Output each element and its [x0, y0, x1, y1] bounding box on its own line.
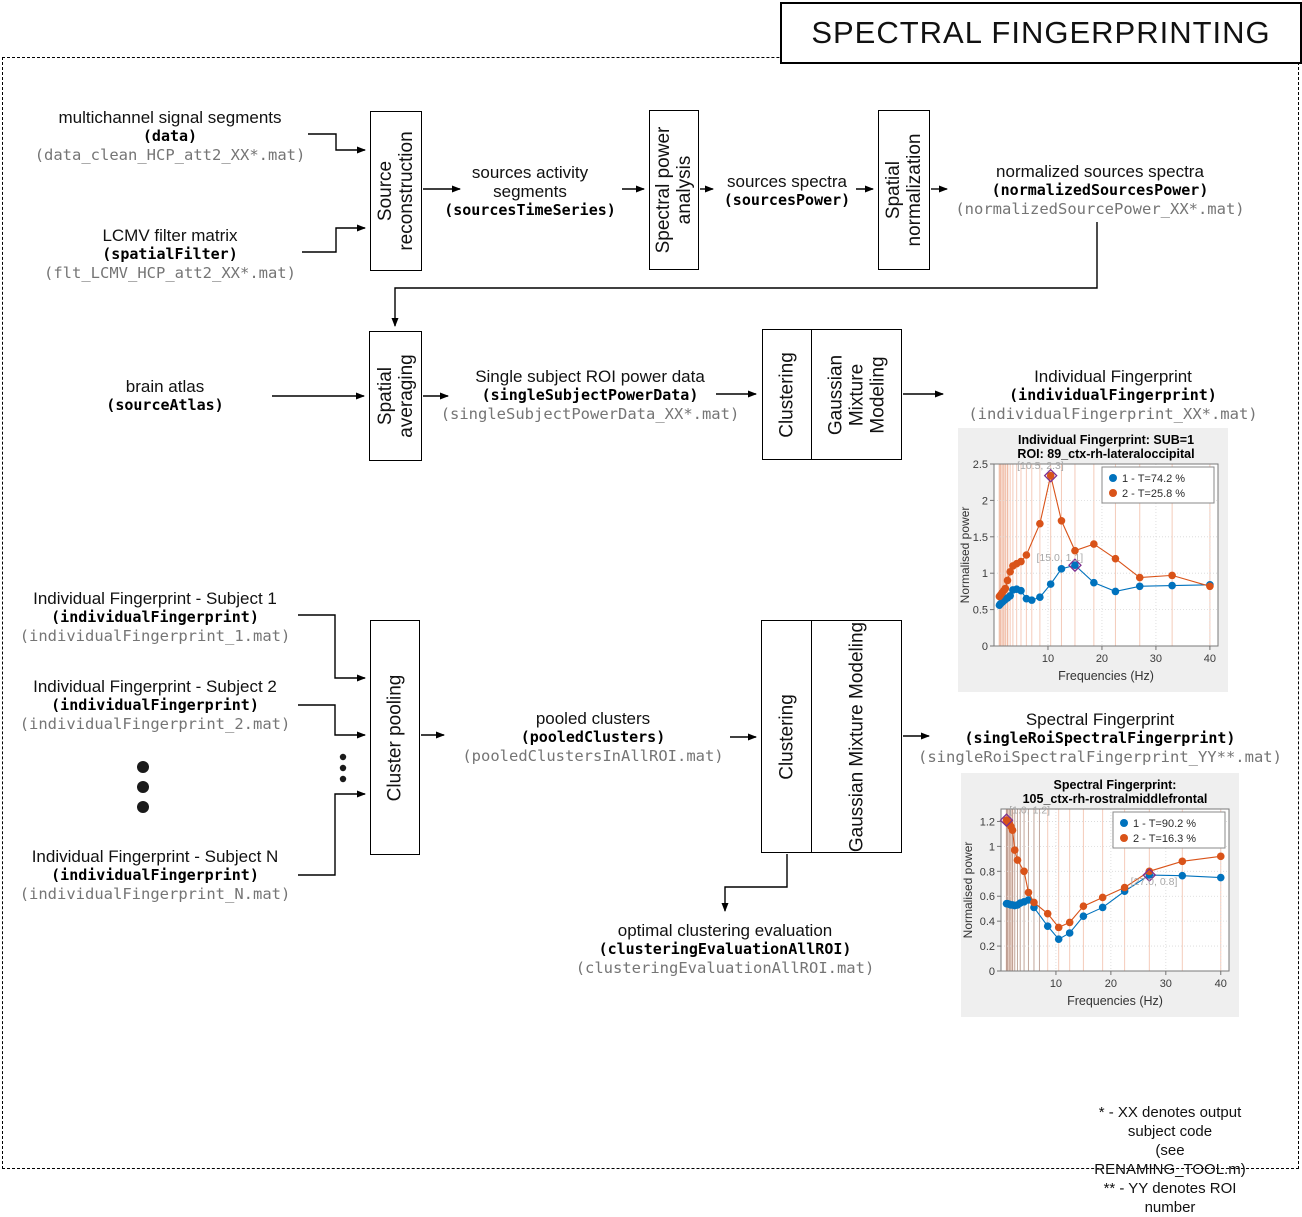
- spatial-normalization-label: Spatial normalization: [883, 133, 925, 247]
- cluster-pooling-box: [370, 620, 420, 855]
- svg-text:105_ctx-rh-rostralmiddlefronta: 105_ctx-rh-rostralmiddlefrontal: [1022, 792, 1208, 806]
- svg-text:ROI: 89_ctx-rh-lateraloccipita: ROI: 89_ctx-rh-lateraloccipital: [1017, 447, 1195, 461]
- svg-text:Frequencies (Hz): Frequencies (Hz): [1058, 669, 1154, 683]
- node-lcmv-filter: LCMV filter matrix (spatialFilter) (flt_LCMV_HCP_att2_XX*.mat): [44, 226, 296, 282]
- svg-text:[10.5, 2.3]: [10.5, 2.3]: [1017, 460, 1064, 473]
- node-spectral-fingerprint: Spectral Fingerprint (singleRoiSpectralFingerprint) (singleRoiSpectralFingerprint_YY**.mat): [918, 710, 1282, 766]
- svg-text:0: 0: [981, 641, 988, 653]
- gmm-cell: [813, 621, 901, 852]
- clustering-gmm-box-row2: [762, 329, 902, 460]
- node-optimal-clustering: optimal clustering evaluation (clusteringEvaluationAllROI) (clusteringEvaluationAllROI.mat): [575, 921, 875, 977]
- footnote-xx: * - XX denotes output subject code: [1098, 1104, 1242, 1140]
- spatial-averaging-box: [369, 331, 422, 461]
- diagram-title-box: [780, 2, 1302, 64]
- node-normalized-spectra: normalized sources spectra (normalizedSourcesPower) (normalizedSourcePower_XX*.mat): [955, 162, 1245, 218]
- clustering-cell: [763, 330, 812, 459]
- svg-text:0: 0: [988, 966, 995, 978]
- clustering-label: Clustering: [776, 693, 797, 780]
- node-pooled-clusters: pooled clusters (pooledClusters) (pooledClustersInAllROI.mat): [462, 709, 724, 765]
- node-sources-activity: sources activity segments (sourcesTimeSeries): [444, 163, 616, 219]
- svg-text:20: 20: [1104, 978, 1118, 990]
- node-fingerprint-subject2: Individual Fingerprint - Subject 2 (individualFingerprint) (individualFingerprint_2.mat): [19, 677, 291, 733]
- svg-text:30: 30: [1159, 978, 1172, 990]
- gmm-cell: [813, 330, 901, 459]
- node-fingerprint-subjectN: Individual Fingerprint - Subject N (individualFingerprint) (individualFingerprint_N.mat): [19, 847, 291, 903]
- svg-text:Normalised power: Normalised power: [958, 506, 972, 604]
- svg-text:0.5: 0.5: [972, 604, 988, 617]
- svg-text:10: 10: [1041, 653, 1055, 665]
- node-individual-fingerprint: Individual Fingerprint (individualFingerprint) (individualFingerprint_XX*.mat): [968, 367, 1258, 423]
- svg-text:30: 30: [1149, 653, 1163, 665]
- svg-text:Individual Fingerprint: SUB=1: Individual Fingerprint: SUB=1: [1017, 433, 1195, 447]
- diagram-title: SPECTRAL FINGERPRINTING: [811, 15, 1271, 50]
- svg-text:0.8: 0.8: [979, 866, 995, 879]
- spatial-averaging-label: Spatial averaging: [374, 354, 417, 438]
- node-brain-atlas: brain atlas (sourceAtlas): [106, 377, 224, 414]
- svg-text:0.2: 0.2: [979, 941, 995, 954]
- spectral-power-analysis-box: [649, 110, 699, 270]
- svg-text:1.2: 1.2: [979, 816, 995, 829]
- svg-text:1: 1: [988, 841, 995, 854]
- clustering-gmm-box-row3: [761, 620, 902, 853]
- individual-fingerprint-chart: [958, 428, 1228, 697]
- svg-text:1 - T=90.2 %: 1 - T=90.2 %: [1133, 818, 1197, 830]
- node-sources-spectra: sources spectra (sourcesPower): [723, 172, 851, 209]
- footnote-renaming-tool: (see RENAMING_TOOL.m): [1094, 1142, 1246, 1178]
- svg-text:10: 10: [1049, 978, 1063, 990]
- svg-text:[27.0, 0.8]: [27.0, 0.8]: [1130, 876, 1178, 889]
- node-multichannel-signal: multichannel signal segments (data) (data_clean_HCP_att2_XX*.mat): [34, 108, 306, 164]
- svg-text:Spectral Fingerprint:: Spectral Fingerprint:: [1053, 778, 1177, 792]
- svg-text:2: 2: [981, 495, 988, 508]
- source-reconstruction-box: [370, 111, 422, 271]
- node-single-subject-power: Single subject ROI power data (singleSubjectPowerData) (singleSubjectPowerData_XX*.mat): [440, 367, 740, 423]
- footnote-yy: ** - YY denotes ROI number: [1103, 1180, 1237, 1216]
- svg-text:2 - T=25.8 %: 2 - T=25.8 %: [1122, 488, 1186, 500]
- footnotes: [1094, 1103, 1245, 1217]
- svg-text:40: 40: [1203, 653, 1217, 665]
- spectral-power-analysis-label: Spectral power analysis: [653, 126, 695, 254]
- svg-text:0.4: 0.4: [979, 916, 995, 929]
- gmm-label: Gaussian Mixture Modeling: [846, 621, 868, 852]
- svg-text:1: 1: [981, 568, 988, 581]
- svg-text:[1.0, 1.2]: [1.0, 1.2]: [1009, 804, 1051, 817]
- svg-text:2 - T=16.3 %: 2 - T=16.3 %: [1133, 833, 1197, 845]
- spectral-fingerprint-chart: [961, 773, 1239, 1022]
- svg-text:1.5: 1.5: [972, 531, 988, 544]
- svg-text:2.5: 2.5: [972, 459, 988, 471]
- svg-text:Normalised power: Normalised power: [961, 841, 975, 939]
- svg-text:20: 20: [1095, 653, 1109, 665]
- svg-text:Frequencies (Hz): Frequencies (Hz): [1067, 994, 1163, 1008]
- clustering-cell: [762, 621, 812, 852]
- spatial-normalization-box: [878, 110, 930, 270]
- node-fingerprint-subject1: Individual Fingerprint - Subject 1 (individualFingerprint) (individualFingerprint_1.mat): [19, 589, 291, 645]
- gmm-label: Gaussian Mixture Modeling: [825, 354, 889, 435]
- svg-text:0.6: 0.6: [979, 891, 995, 904]
- clustering-label: Clustering: [776, 351, 798, 438]
- svg-text:40: 40: [1214, 978, 1227, 990]
- svg-text:1 - T=74.2 %: 1 - T=74.2 %: [1122, 473, 1186, 485]
- cluster-pooling-label: Cluster pooling: [384, 674, 406, 801]
- source-reconstruction-label: Source reconstruction: [375, 131, 417, 251]
- svg-text:[15.0, 1.1]: [15.0, 1.1]: [1036, 551, 1084, 564]
